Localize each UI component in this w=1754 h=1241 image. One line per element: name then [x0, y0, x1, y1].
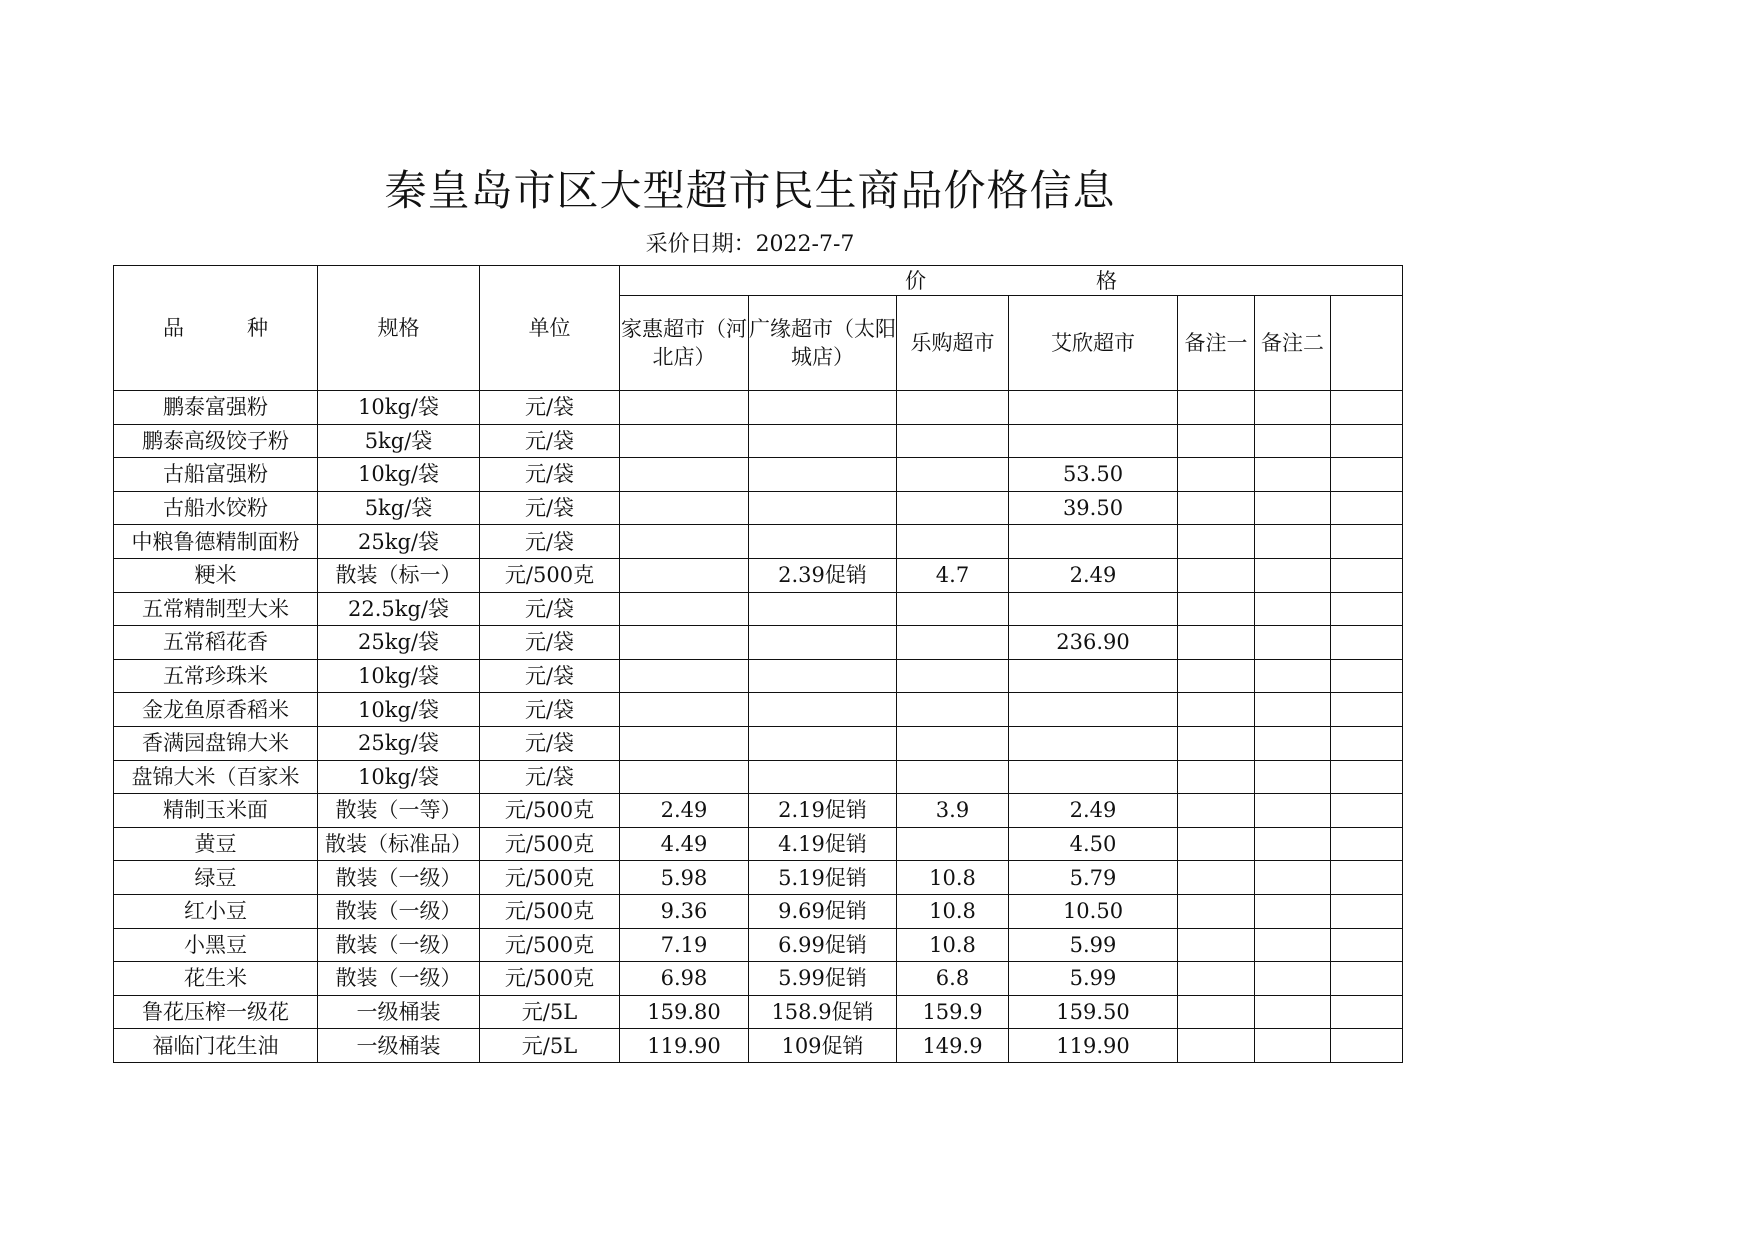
cell-spec: 25kg/袋: [318, 626, 480, 660]
cell-spec: 散装（一级）: [318, 894, 480, 928]
cell-note-1: [1178, 659, 1255, 693]
cell-price-jiahui: [620, 760, 749, 794]
header-spec: 规格: [318, 266, 480, 391]
cell-price-legou: [897, 827, 1009, 861]
cell-extra: [1331, 525, 1403, 559]
table-row: [114, 760, 1403, 794]
cell-price-aixin: 53.50: [1009, 458, 1178, 492]
table-row: [114, 525, 1403, 559]
cell-price-jiahui: [620, 592, 749, 626]
cell-price-legou: 6.8: [897, 962, 1009, 996]
cell-price-jiahui: [620, 525, 749, 559]
table-row: [114, 659, 1403, 693]
cell-note-2: [1255, 894, 1331, 928]
cell-price-aixin: 236.90: [1009, 626, 1178, 660]
cell-price-jiahui: 9.36: [620, 894, 749, 928]
header-note-2: 备注二: [1255, 296, 1331, 391]
cell-variety: 绿豆: [114, 861, 318, 895]
table-row: [114, 491, 1403, 525]
cell-note-1: [1178, 962, 1255, 996]
cell-unit: 元/袋: [480, 458, 620, 492]
cell-variety: 福临门花生油: [114, 1029, 318, 1063]
cell-price-guangyuan: [749, 659, 897, 693]
table-row: [114, 928, 1403, 962]
cell-note-2: [1255, 928, 1331, 962]
cell-price-legou: [897, 626, 1009, 660]
cell-price-jiahui: [620, 659, 749, 693]
cell-price-jiahui: [620, 424, 749, 458]
cell-price-jiahui: 4.49: [620, 827, 749, 861]
cell-variety: 香满园盘锦大米: [114, 726, 318, 760]
table-row: [114, 827, 1403, 861]
cell-note-1: [1178, 726, 1255, 760]
header-extra: [1331, 296, 1403, 391]
cell-extra: [1331, 894, 1403, 928]
cell-note-2: [1255, 693, 1331, 727]
cell-spec: 5kg/袋: [318, 491, 480, 525]
cell-price-aixin: 39.50: [1009, 491, 1178, 525]
cell-price-legou: [897, 693, 1009, 727]
cell-note-1: [1178, 626, 1255, 660]
cell-price-guangyuan: [749, 424, 897, 458]
cell-spec: 10kg/袋: [318, 458, 480, 492]
header-store-guangyuan: 广缘超市（太阳城店）: [749, 296, 897, 391]
cell-price-jiahui: 159.80: [620, 995, 749, 1029]
cell-extra: [1331, 1029, 1403, 1063]
cell-price-legou: 4.7: [897, 558, 1009, 592]
cell-note-1: [1178, 491, 1255, 525]
cell-price-guangyuan: 6.99促销: [749, 928, 897, 962]
cell-price-guangyuan: [749, 760, 897, 794]
page-title: 秦皇岛市区大型超市民生商品价格信息: [384, 166, 1116, 215]
cell-price-aixin: 5.99: [1009, 928, 1178, 962]
price-table: [113, 265, 1403, 1063]
cell-variety: 黄豆: [114, 827, 318, 861]
table-row: [114, 995, 1403, 1029]
cell-unit: 元/袋: [480, 491, 620, 525]
cell-price-guangyuan: 5.99促销: [749, 962, 897, 996]
cell-extra: [1331, 726, 1403, 760]
header-unit: 单位: [480, 266, 620, 391]
cell-price-legou: 149.9: [897, 1029, 1009, 1063]
cell-unit: 元/袋: [480, 726, 620, 760]
cell-price-jiahui: [620, 626, 749, 660]
cell-price-guangyuan: 2.39促销: [749, 558, 897, 592]
cell-price-guangyuan: 5.19促销: [749, 861, 897, 895]
cell-price-aixin: 2.49: [1009, 794, 1178, 828]
cell-extra: [1331, 861, 1403, 895]
cell-price-aixin: [1009, 525, 1178, 559]
cell-unit: 元/袋: [480, 424, 620, 458]
table-row: [114, 391, 1403, 425]
cell-price-legou: [897, 458, 1009, 492]
header-note-1: 备注一: [1178, 296, 1255, 391]
cell-unit: 元/袋: [480, 626, 620, 660]
cell-price-aixin: 119.90: [1009, 1029, 1178, 1063]
table-row: [114, 458, 1403, 492]
cell-price-legou: [897, 659, 1009, 693]
cell-extra: [1331, 626, 1403, 660]
cell-variety: 古船富强粉: [114, 458, 318, 492]
cell-variety: 五常珍珠米: [114, 659, 318, 693]
cell-spec: 22.5kg/袋: [318, 592, 480, 626]
cell-price-aixin: [1009, 659, 1178, 693]
header-price-right: 格: [1096, 268, 1118, 293]
cell-extra: [1331, 558, 1403, 592]
cell-note-2: [1255, 1029, 1331, 1063]
cell-price-aixin: 10.50: [1009, 894, 1178, 928]
cell-spec: 10kg/袋: [318, 760, 480, 794]
cell-unit: 元/500克: [480, 794, 620, 828]
cell-price-guangyuan: [749, 693, 897, 727]
header-price-group: [620, 266, 1403, 296]
cell-spec: 散装（一级）: [318, 962, 480, 996]
cell-note-2: [1255, 525, 1331, 559]
cell-unit: 元/500克: [480, 928, 620, 962]
cell-price-guangyuan: [749, 626, 897, 660]
cell-extra: [1331, 491, 1403, 525]
cell-spec: 10kg/袋: [318, 659, 480, 693]
header-store-legou: 乐购超市: [897, 296, 1009, 391]
table-row: [114, 424, 1403, 458]
cell-price-jiahui: [620, 693, 749, 727]
cell-price-legou: [897, 391, 1009, 425]
cell-note-1: [1178, 525, 1255, 559]
cell-price-legou: 10.8: [897, 861, 1009, 895]
cell-extra: [1331, 760, 1403, 794]
header-variety: 品 种: [114, 266, 318, 391]
cell-extra: [1331, 458, 1403, 492]
cell-extra: [1331, 391, 1403, 425]
cell-variety: 小黑豆: [114, 928, 318, 962]
cell-price-guangyuan: [749, 726, 897, 760]
cell-price-guangyuan: 4.19促销: [749, 827, 897, 861]
cell-spec: 10kg/袋: [318, 391, 480, 425]
table-row: [114, 861, 1403, 895]
cell-price-legou: [897, 726, 1009, 760]
header-store-jiahui: 家惠超市（河北店）: [620, 296, 749, 391]
table-row: [114, 558, 1403, 592]
cell-note-2: [1255, 458, 1331, 492]
cell-price-jiahui: [620, 391, 749, 425]
cell-price-legou: 3.9: [897, 794, 1009, 828]
cell-extra: [1331, 592, 1403, 626]
cell-price-legou: [897, 424, 1009, 458]
cell-unit: 元/500克: [480, 558, 620, 592]
cell-note-2: [1255, 995, 1331, 1029]
cell-price-guangyuan: [749, 491, 897, 525]
cell-variety: 鹏泰高级饺子粉: [114, 424, 318, 458]
cell-variety: 古船水饺粉: [114, 491, 318, 525]
table-row: [114, 592, 1403, 626]
table-row: [114, 962, 1403, 996]
cell-note-1: [1178, 995, 1255, 1029]
cell-variety: 五常稻花香: [114, 626, 318, 660]
cell-spec: 10kg/袋: [318, 693, 480, 727]
table-row: [114, 1029, 1403, 1063]
cell-note-2: [1255, 726, 1331, 760]
cell-price-legou: 10.8: [897, 928, 1009, 962]
cell-price-aixin: [1009, 424, 1178, 458]
cell-unit: 元/袋: [480, 525, 620, 559]
cell-unit: 元/袋: [480, 760, 620, 794]
cell-note-1: [1178, 424, 1255, 458]
cell-note-2: [1255, 760, 1331, 794]
cell-note-2: [1255, 391, 1331, 425]
header-store-aixin: 艾欣超市: [1009, 296, 1178, 391]
cell-note-2: [1255, 491, 1331, 525]
cell-price-guangyuan: 158.9促销: [749, 995, 897, 1029]
cell-price-guangyuan: [749, 391, 897, 425]
cell-variety: 花生米: [114, 962, 318, 996]
cell-variety: 盘锦大米（百家米: [114, 760, 318, 794]
cell-note-1: [1178, 592, 1255, 626]
cell-extra: [1331, 693, 1403, 727]
cell-spec: 25kg/袋: [318, 726, 480, 760]
cell-price-aixin: 5.99: [1009, 962, 1178, 996]
cell-price-aixin: [1009, 592, 1178, 626]
cell-unit: 元/袋: [480, 391, 620, 425]
cell-unit: 元/500克: [480, 827, 620, 861]
cell-unit: 元/袋: [480, 693, 620, 727]
cell-variety: 鹏泰富强粉: [114, 391, 318, 425]
cell-note-1: [1178, 558, 1255, 592]
cell-price-jiahui: [620, 491, 749, 525]
cell-note-1: [1178, 827, 1255, 861]
cell-price-legou: 159.9: [897, 995, 1009, 1029]
cell-price-legou: 10.8: [897, 894, 1009, 928]
cell-extra: [1331, 424, 1403, 458]
cell-price-guangyuan: [749, 458, 897, 492]
cell-extra: [1331, 995, 1403, 1029]
cell-price-aixin: [1009, 391, 1178, 425]
survey-date: 采价日期：2022-7-7: [645, 232, 855, 257]
cell-note-1: [1178, 1029, 1255, 1063]
cell-note-2: [1255, 962, 1331, 996]
table-row: [114, 626, 1403, 660]
cell-note-2: [1255, 592, 1331, 626]
cell-extra: [1331, 659, 1403, 693]
cell-note-2: [1255, 424, 1331, 458]
header-price-left: 价: [905, 268, 927, 293]
cell-note-1: [1178, 894, 1255, 928]
cell-note-2: [1255, 827, 1331, 861]
cell-note-1: [1178, 794, 1255, 828]
cell-price-jiahui: 7.19: [620, 928, 749, 962]
cell-price-legou: [897, 592, 1009, 626]
cell-spec: 散装（标准品）: [318, 827, 480, 861]
cell-extra: [1331, 794, 1403, 828]
cell-note-1: [1178, 458, 1255, 492]
cell-note-1: [1178, 391, 1255, 425]
cell-spec: 散装（一等）: [318, 794, 480, 828]
table-row: [114, 726, 1403, 760]
cell-variety: 中粮鲁德精制面粉: [114, 525, 318, 559]
cell-spec: 散装（一级）: [318, 861, 480, 895]
cell-variety: 金龙鱼原香稻米: [114, 693, 318, 727]
cell-price-jiahui: [620, 726, 749, 760]
cell-price-guangyuan: 2.19促销: [749, 794, 897, 828]
cell-note-2: [1255, 659, 1331, 693]
cell-unit: 元/500克: [480, 962, 620, 996]
cell-price-jiahui: [620, 458, 749, 492]
cell-spec: 散装（一级）: [318, 928, 480, 962]
cell-price-guangyuan: 9.69促销: [749, 894, 897, 928]
cell-extra: [1331, 962, 1403, 996]
cell-extra: [1331, 827, 1403, 861]
cell-price-jiahui: 2.49: [620, 794, 749, 828]
header-row-1: [114, 266, 1403, 296]
cell-note-1: [1178, 760, 1255, 794]
cell-price-aixin: 2.49: [1009, 558, 1178, 592]
cell-price-jiahui: 119.90: [620, 1029, 749, 1063]
cell-price-jiahui: 6.98: [620, 962, 749, 996]
cell-variety: 鲁花压榨一级花: [114, 995, 318, 1029]
cell-price-aixin: [1009, 726, 1178, 760]
cell-price-aixin: 5.79: [1009, 861, 1178, 895]
cell-unit: 元/5L: [480, 995, 620, 1029]
cell-price-legou: [897, 525, 1009, 559]
cell-note-2: [1255, 626, 1331, 660]
cell-spec: 一级桶装: [318, 1029, 480, 1063]
cell-variety: 粳米: [114, 558, 318, 592]
cell-unit: 元/袋: [480, 592, 620, 626]
cell-spec: 25kg/袋: [318, 525, 480, 559]
cell-price-jiahui: 5.98: [620, 861, 749, 895]
cell-variety: 红小豆: [114, 894, 318, 928]
cell-note-1: [1178, 928, 1255, 962]
cell-unit: 元/袋: [480, 659, 620, 693]
cell-variety: 五常精制型大米: [114, 592, 318, 626]
cell-extra: [1331, 928, 1403, 962]
cell-note-2: [1255, 794, 1331, 828]
cell-note-2: [1255, 861, 1331, 895]
cell-spec: 散装（标一）: [318, 558, 480, 592]
table-row: [114, 693, 1403, 727]
cell-price-aixin: [1009, 693, 1178, 727]
cell-price-aixin: [1009, 760, 1178, 794]
table-row: [114, 894, 1403, 928]
cell-spec: 5kg/袋: [318, 424, 480, 458]
cell-price-guangyuan: [749, 592, 897, 626]
cell-unit: 元/5L: [480, 1029, 620, 1063]
cell-spec: 一级桶装: [318, 995, 480, 1029]
cell-price-aixin: 4.50: [1009, 827, 1178, 861]
table-row: [114, 794, 1403, 828]
cell-price-legou: [897, 491, 1009, 525]
cell-unit: 元/500克: [480, 861, 620, 895]
cell-price-guangyuan: [749, 525, 897, 559]
cell-price-legou: [897, 760, 1009, 794]
cell-price-guangyuan: 109促销: [749, 1029, 897, 1063]
cell-variety: 精制玉米面: [114, 794, 318, 828]
cell-note-1: [1178, 693, 1255, 727]
cell-note-2: [1255, 558, 1331, 592]
cell-price-aixin: 159.50: [1009, 995, 1178, 1029]
cell-price-jiahui: [620, 558, 749, 592]
cell-unit: 元/500克: [480, 894, 620, 928]
cell-note-1: [1178, 861, 1255, 895]
